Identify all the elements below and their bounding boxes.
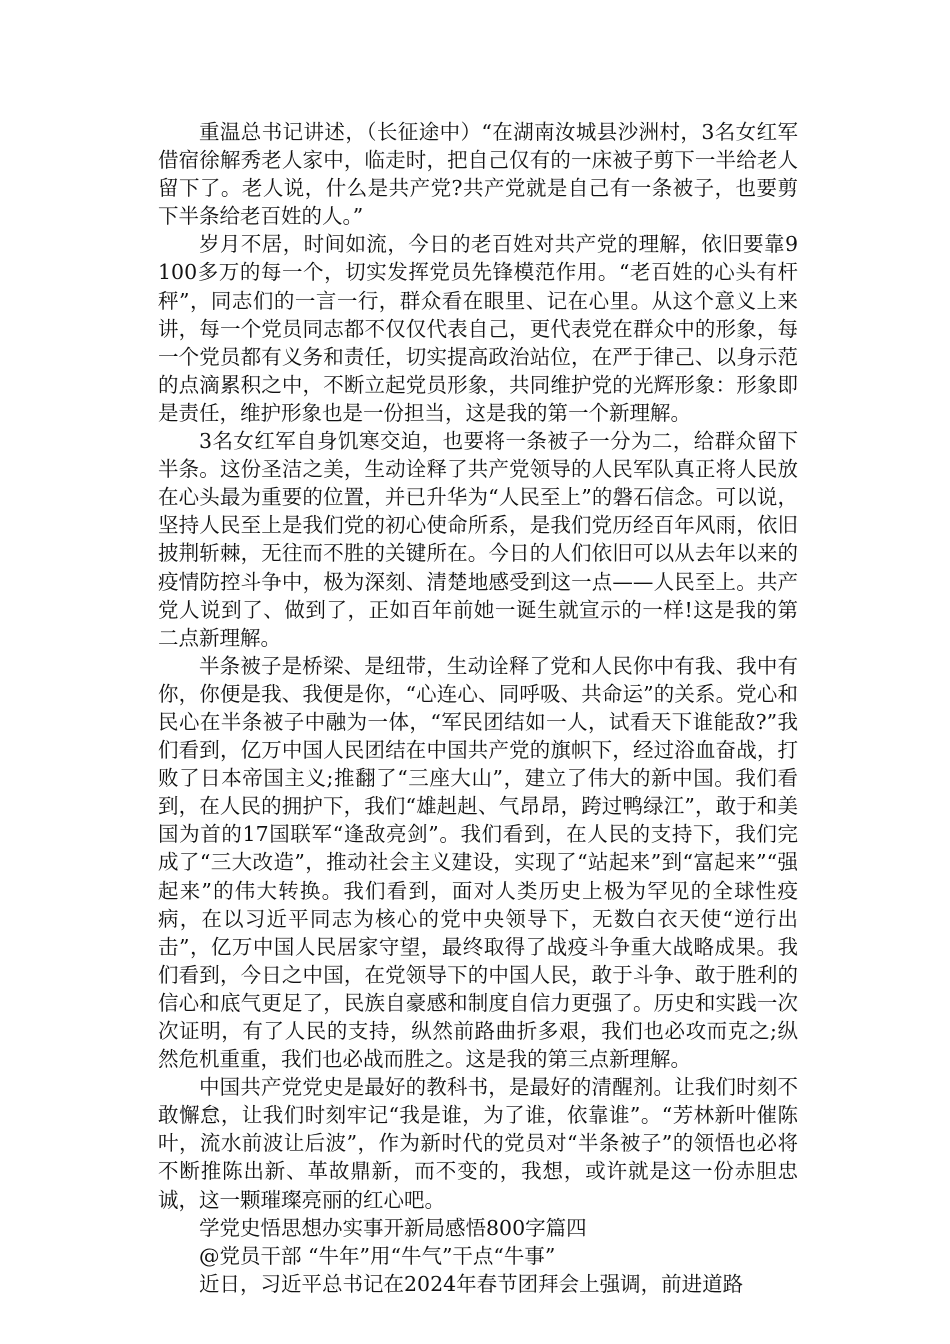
section-title: 学党史悟思想办实事开新局感悟800字篇四 (199, 1215, 587, 1240)
closing-paragraph: 近日，习近平总书记在2024年春节团拜会上强调，前进道路 (199, 1271, 744, 1296)
paragraph-third-understanding: 半条被子是桥梁、是纽带，生动诠释了党和人民你中有我、我中有你，你便是我、我便是你，“心连心、同呼吸、共命运”的关系。党心和民心在半条被子中融为一体，“军民团结如一人，试看天下谁能敌?”我们看到，亿万中国人民团结在中国共产党的旗帜下，经过浴血奋战，打败了日本帝国主义;推翻了“三座大山”，建立了伟大的新中国。我们看到，在人民的拥护下，我们“雄赳赳、气昂昂，跨过鸭绿江”，敢于和美国为首的17国联军“逢敌亮剑”。我们看到，在人民的支持下，我们完成了“三大改造”，推动社会主义建设，实现了“站起来”到“富起来”“强起来”的伟大转换。我们看到，面对人类历史上极为罕见的全球性疫病，在以习近平同志为核心的党中央领导下，无数白衣天使“逆行出击”，亿万中国人民居家守望，最终取得了战疫斗争重大战略成果。我们看到，今日之中国，在党领导下的中国人民，敢于斗争、敢于胜利的信心和底气更足了，民族自豪感和制度自信力更强了。历史和实践一次次证明，有了人民的支持，纵然前路曲折多艰，我们也必攻而克之;纵然危机重重，我们也必战而胜之。这是我的第三点新理解。 (158, 653, 798, 1072)
article-title: @党员干部 “牛年”用“牛气”干点“牛事” (199, 1243, 556, 1268)
paragraph-first-understanding: 岁月不居，时间如流，今日的老百姓对共产党的理解，依旧要靠9100多万的每一个，切实发挥党员先锋模范作用。“老百姓的心头有杆秤”，同志们的一言一行，群众看在眼里、记在心里。从这个意义上来讲，每一个党员同志都不仅仅代表自己，更代表党在群众中的形象，每一个党员都有义务和责任，切实提高政治站位，在严于律己、以身示范的点滴累积之中，不断立起党员形象，共同维护党的光辉形象：形象即是责任，维护形象也是一份担当，这是我的第一个新理解。 (158, 232, 798, 425)
paragraph-conclusion: 中国共产党党史是最好的教科书，是最好的清醒剂。让我们时刻不敢懈怠，让我们时刻牢记“我是谁，为了谁，依靠谁”。“芳林新叶催陈叶，流水前波让后波”，作为新时代的党员对“半条被子”的领悟也必将不断推陈出新、革故鼎新，而不变的，我想，或许就是这一份赤胆忠诚，这一颗璀璨亮丽的红心吧。 (158, 1075, 798, 1212)
paragraph-second-understanding: 3名女红军自身饥寒交迫，也要将一条被子一分为二，给群众留下半条。这份圣洁之美，生动诠释了共产党领导的人民军队真正将人民放在心头最为重要的位置，并已升华为“人民至上”的磐石信念。可以说，坚持人民至上是我们党的初心使命所系，是我们党历经百年风雨，依旧披荆斩棘，无往而不胜的关键所在。今日的人们依旧可以从去年以来的疫情防控斗争中，极为深刻、清楚地感受到这一点——人民至上。共产党人说到了、做到了，正如百年前她一诞生就宣示的一样!这是我的第二点新理解。 (158, 429, 798, 650)
document-body (158, 118, 798, 1298)
paragraph-half-quilt-story: 重温总书记讲述，（长征途中）“在湖南汝城县沙洲村，3名女红军借宿徐解秀老人家中，临走时，把自己仅有的一床被子剪下一半给老人留下了。老人说，什么是共产党?共产党就是自己有一条被子，也要剪下半条给老百姓的人。” (158, 120, 798, 229)
